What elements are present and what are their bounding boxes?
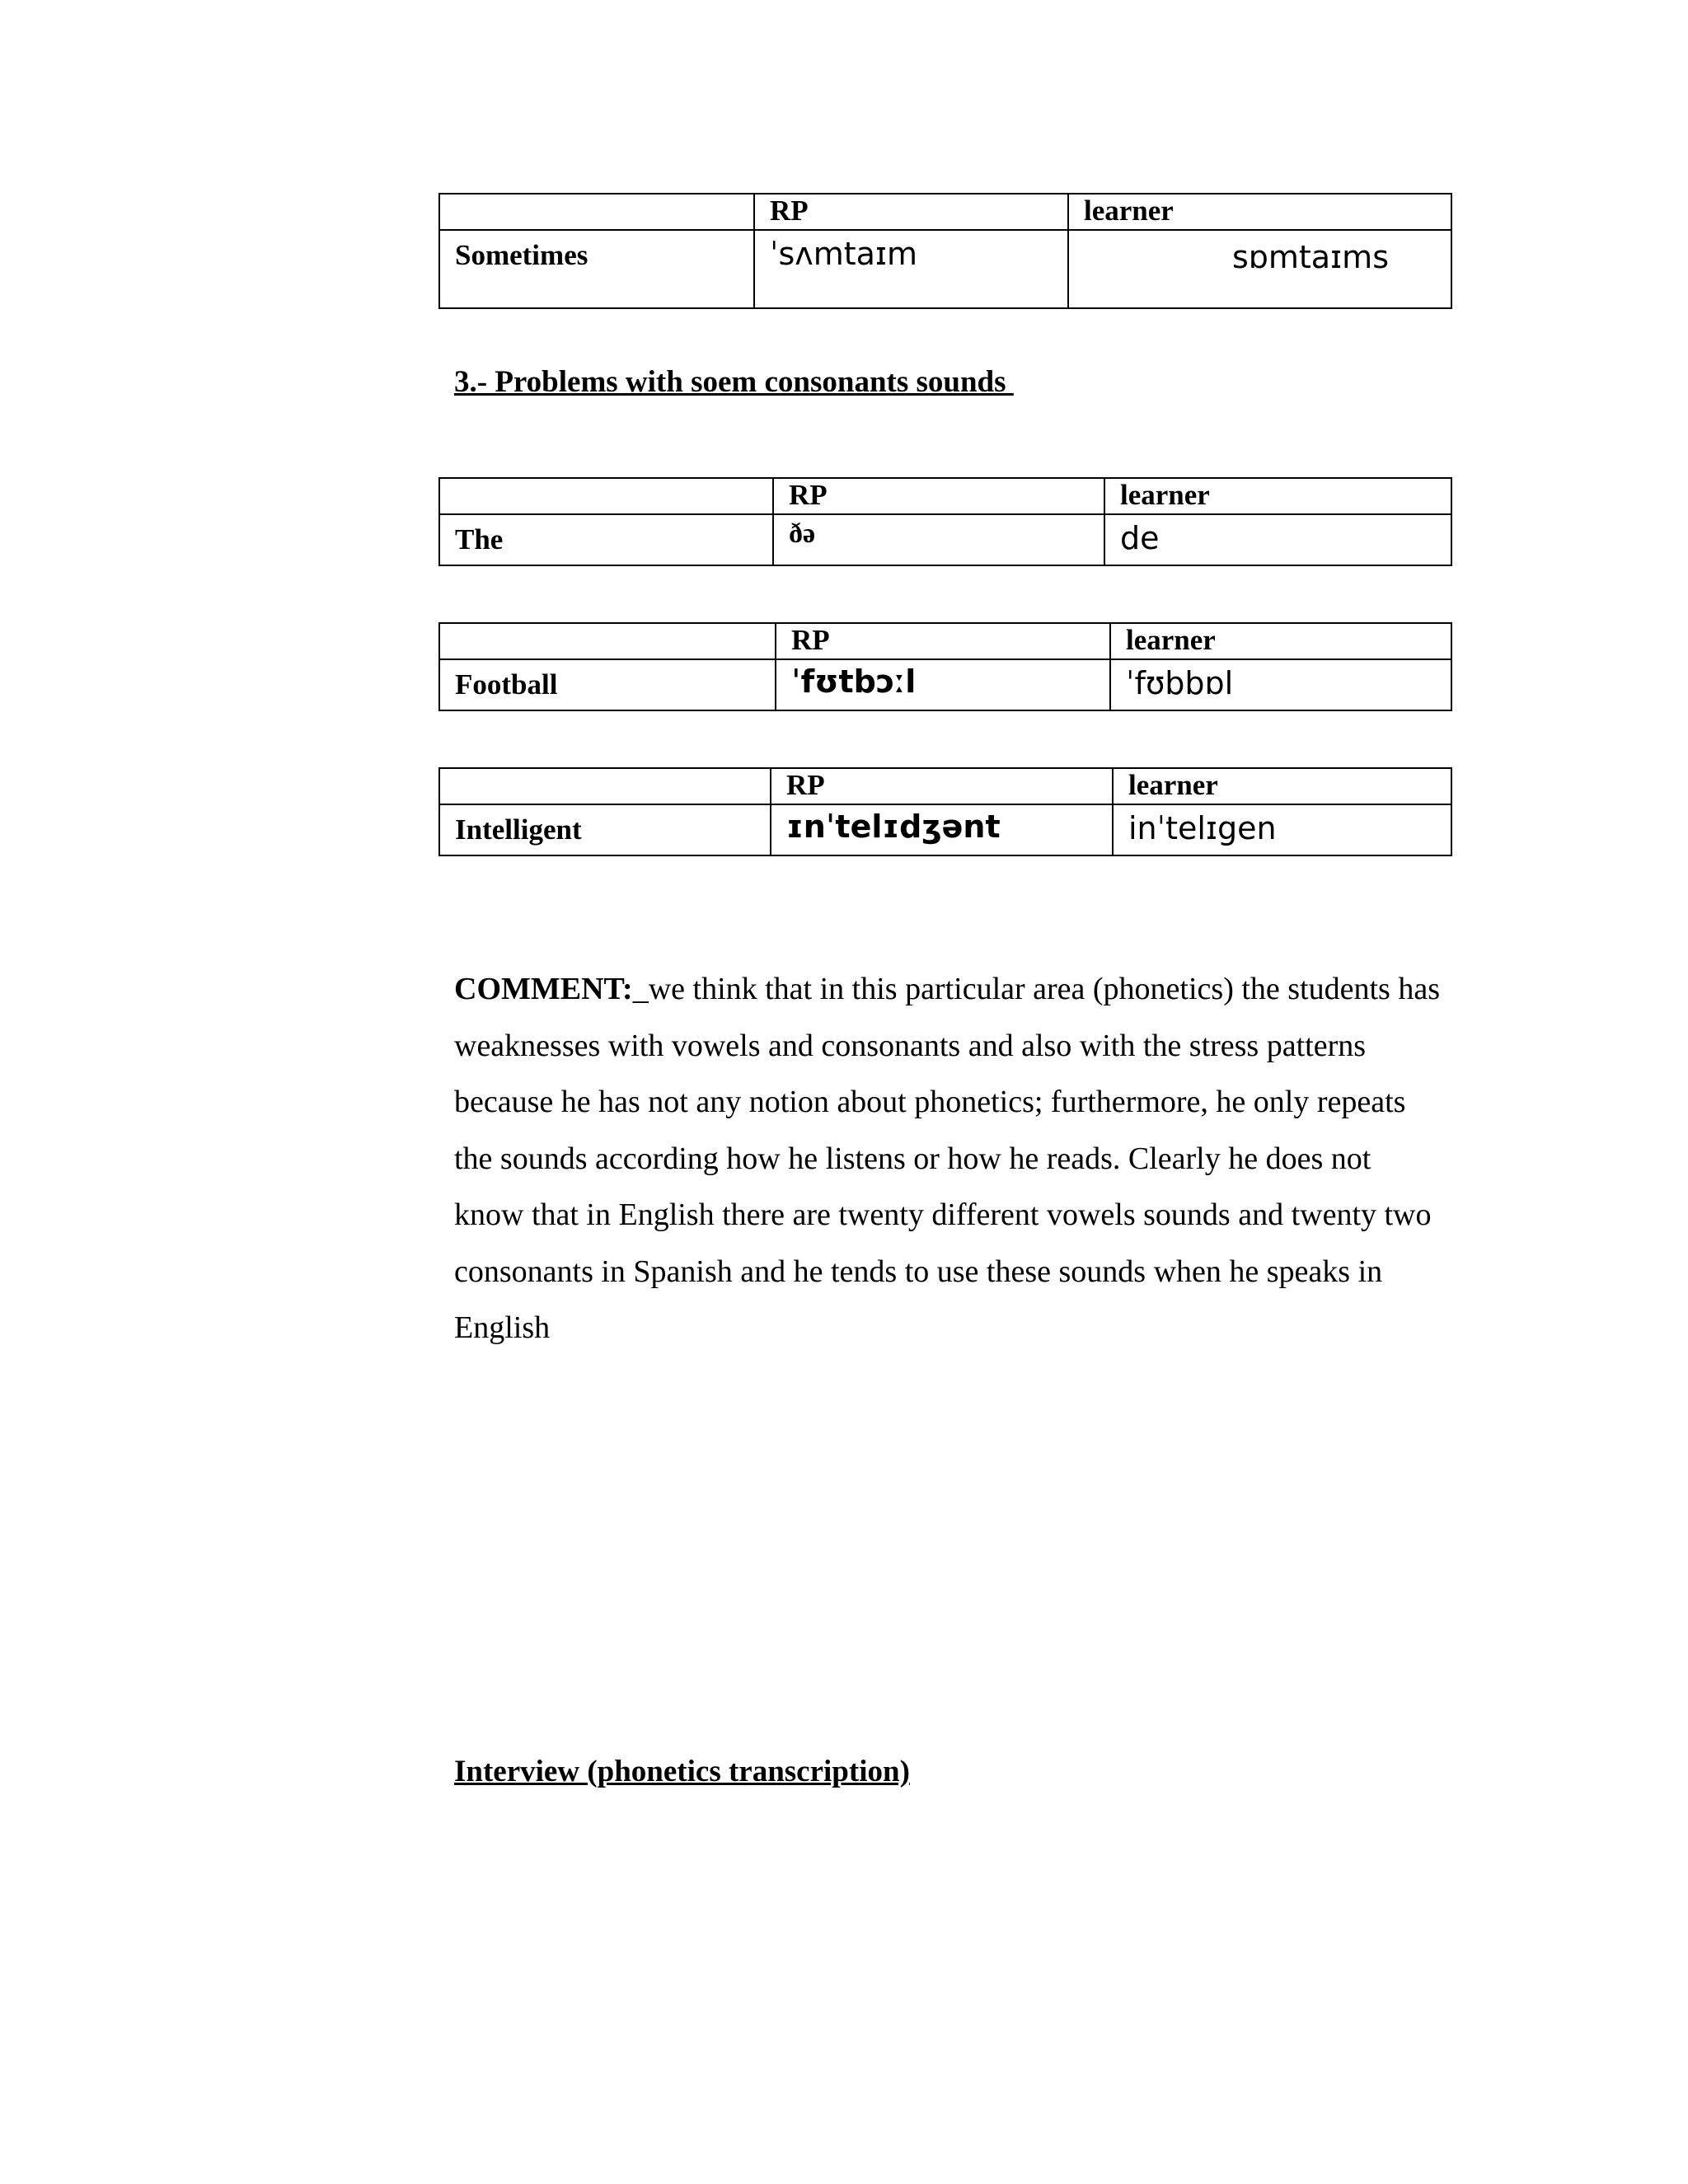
header-rp: RP [754,194,1068,230]
header-learner: learner [1110,623,1451,659]
interview-heading: Interview (phonetics transcription) [454,1755,910,1788]
table-row [439,230,1451,308]
header-learner: learner [1104,478,1451,514]
table-row [439,804,1451,855]
rp-transcription: ˈfʊtbɔːl [776,659,1110,710]
table-sometimes [438,193,1452,309]
rp-transcription: ˈsʌmtaɪm [754,230,1068,308]
comment-paragraph [454,961,1443,1357]
table-header-row [439,768,1451,804]
table-intelligent [438,767,1452,856]
table-header-row [439,194,1451,230]
word-cell: Intelligent [439,804,771,855]
table-header-row [439,623,1451,659]
header-empty-cell [439,768,771,804]
header-empty-cell [439,478,773,514]
table-the [438,477,1452,566]
header-rp: RP [773,478,1104,514]
header-learner: learner [1113,768,1451,804]
table-row [439,514,1451,565]
rp-transcription: ɪnˈtelɪdʒənt [771,804,1113,855]
comment-label: COMMENT: [454,972,633,1006]
header-rp: RP [771,768,1113,804]
word-cell: The [439,514,773,565]
word-cell: Sometimes [439,230,754,308]
table-football [438,622,1452,711]
word-cell: Football [439,659,776,710]
header-empty-cell [439,623,776,659]
header-empty-cell [439,194,754,230]
learner-transcription: ˈfʊbbɒl [1110,659,1451,710]
comment-text: _we think that in this particular area (phonetics) the students has weaknesses with vowels and consonants and also with the stress patterns because he has not any notion about phonetics; furthermore, he only repeats the sounds according how he listens or how he reads. Clearly he does not know that in English there are twenty different vowels sounds and twenty two consonants in Spanish and he tends to use these sounds when he speaks in English [454,972,1440,1345]
table-header-row [439,478,1451,514]
table-row [439,659,1451,710]
header-learner: learner [1068,194,1451,230]
section-heading: 3.- Problems with soem consonants sounds [454,365,1014,399]
header-rp: RP [776,623,1110,659]
learner-transcription: de [1104,514,1451,565]
learner-transcription: inˈtelɪgen [1113,804,1451,855]
learner-transcription: sɒmtaɪms [1068,230,1451,308]
rp-transcription: ðə [773,514,1104,565]
